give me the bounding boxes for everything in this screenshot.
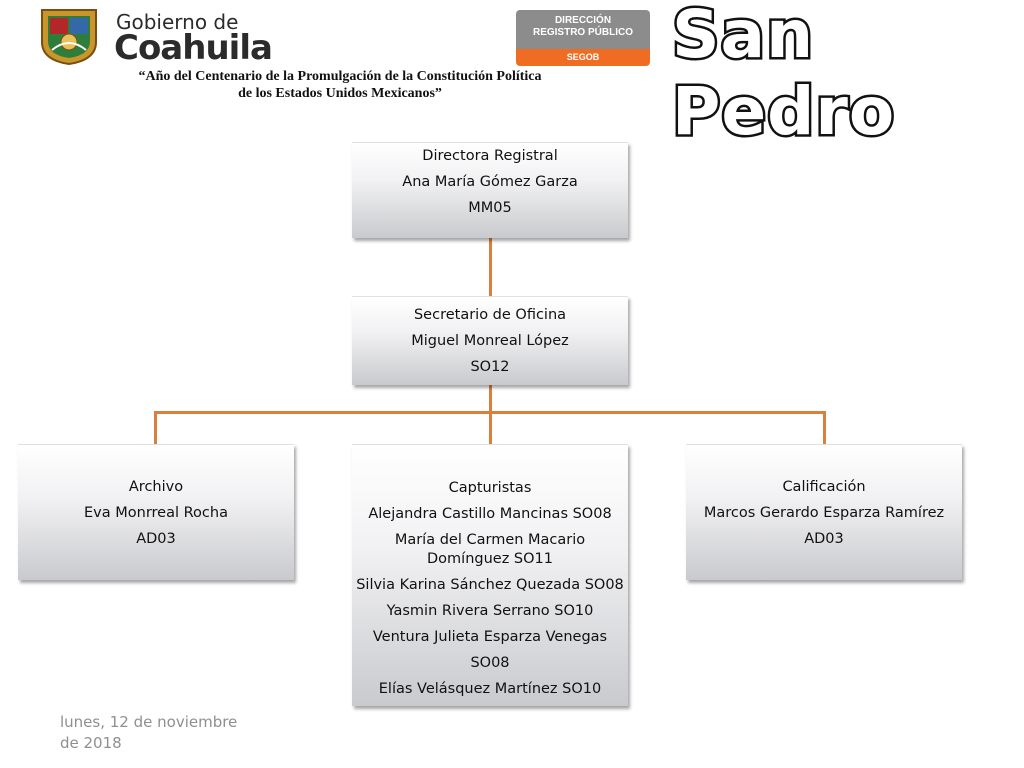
calificacion-code: AD03 <box>804 531 844 547</box>
connector-archivo <box>154 411 157 444</box>
org-box-calificacion <box>686 444 962 580</box>
coat-of-arms-icon <box>38 6 100 66</box>
capturista-member: Elías Velásquez Martínez SO10 <box>378 681 602 697</box>
connector-secretary-down <box>489 385 492 413</box>
secretary-name: Miguel Monreal López <box>411 333 569 349</box>
capturistas-role: Capturistas <box>448 480 532 496</box>
page-title: San Pedro <box>672 0 896 150</box>
connector-calificacion <box>823 411 826 444</box>
connector-capturistas <box>489 411 492 444</box>
footer-date: lunes, 12 de noviembre de 2018 <box>60 713 238 752</box>
motto-line-2: de los Estados Unidos Mexicanos” <box>238 86 442 101</box>
org-box-secretary <box>352 296 628 385</box>
director-name: Ana María Gómez Garza <box>402 174 578 190</box>
capturista-member: María del Carmen Macario Domínguez SO11 <box>394 532 586 567</box>
gov-name-small: Gobierno de <box>116 10 239 34</box>
motto-line-1: “Año del Centenario de la Promulgación de la Constitución Política <box>138 69 542 84</box>
archivo-name: Eva Monrreal Rocha <box>84 505 228 521</box>
capturista-member: Alejandra Castillo Mancinas SO08 <box>368 506 612 522</box>
badge-line-1: DIRECCIÓN <box>554 15 612 26</box>
capturista-member: Yasmin Rivera Serrano SO10 <box>386 603 594 619</box>
capturista-member: Silvia Karina Sánchez Quezada SO08 <box>356 577 624 593</box>
archivo-code: AD03 <box>136 531 176 547</box>
motto <box>90 68 590 102</box>
calificacion-role: Calificación <box>782 479 866 495</box>
org-box-director <box>352 142 628 238</box>
director-role: Directora Registral <box>422 148 558 164</box>
secretary-code: SO12 <box>470 359 510 375</box>
org-box-archivo <box>18 444 294 580</box>
gov-name-big: Coahuila <box>114 28 272 68</box>
registro-publico-badge <box>516 10 650 66</box>
capturista-member: Ventura Julieta Esparza Venegas SO08 <box>372 629 608 671</box>
calificacion-name: Marcos Gerardo Esparza Ramírez <box>703 505 945 521</box>
org-box-capturistas <box>352 444 628 706</box>
badge-line-2: REGISTRO PÚBLICO <box>532 27 633 38</box>
archivo-role: Archivo <box>128 479 184 495</box>
badge-top <box>516 10 650 49</box>
badge-bottom: SEGOB <box>516 49 650 66</box>
connector-director-secretary <box>489 238 492 296</box>
secretary-role: Secretario de Oficina <box>413 307 567 323</box>
director-code: MM05 <box>468 200 512 216</box>
